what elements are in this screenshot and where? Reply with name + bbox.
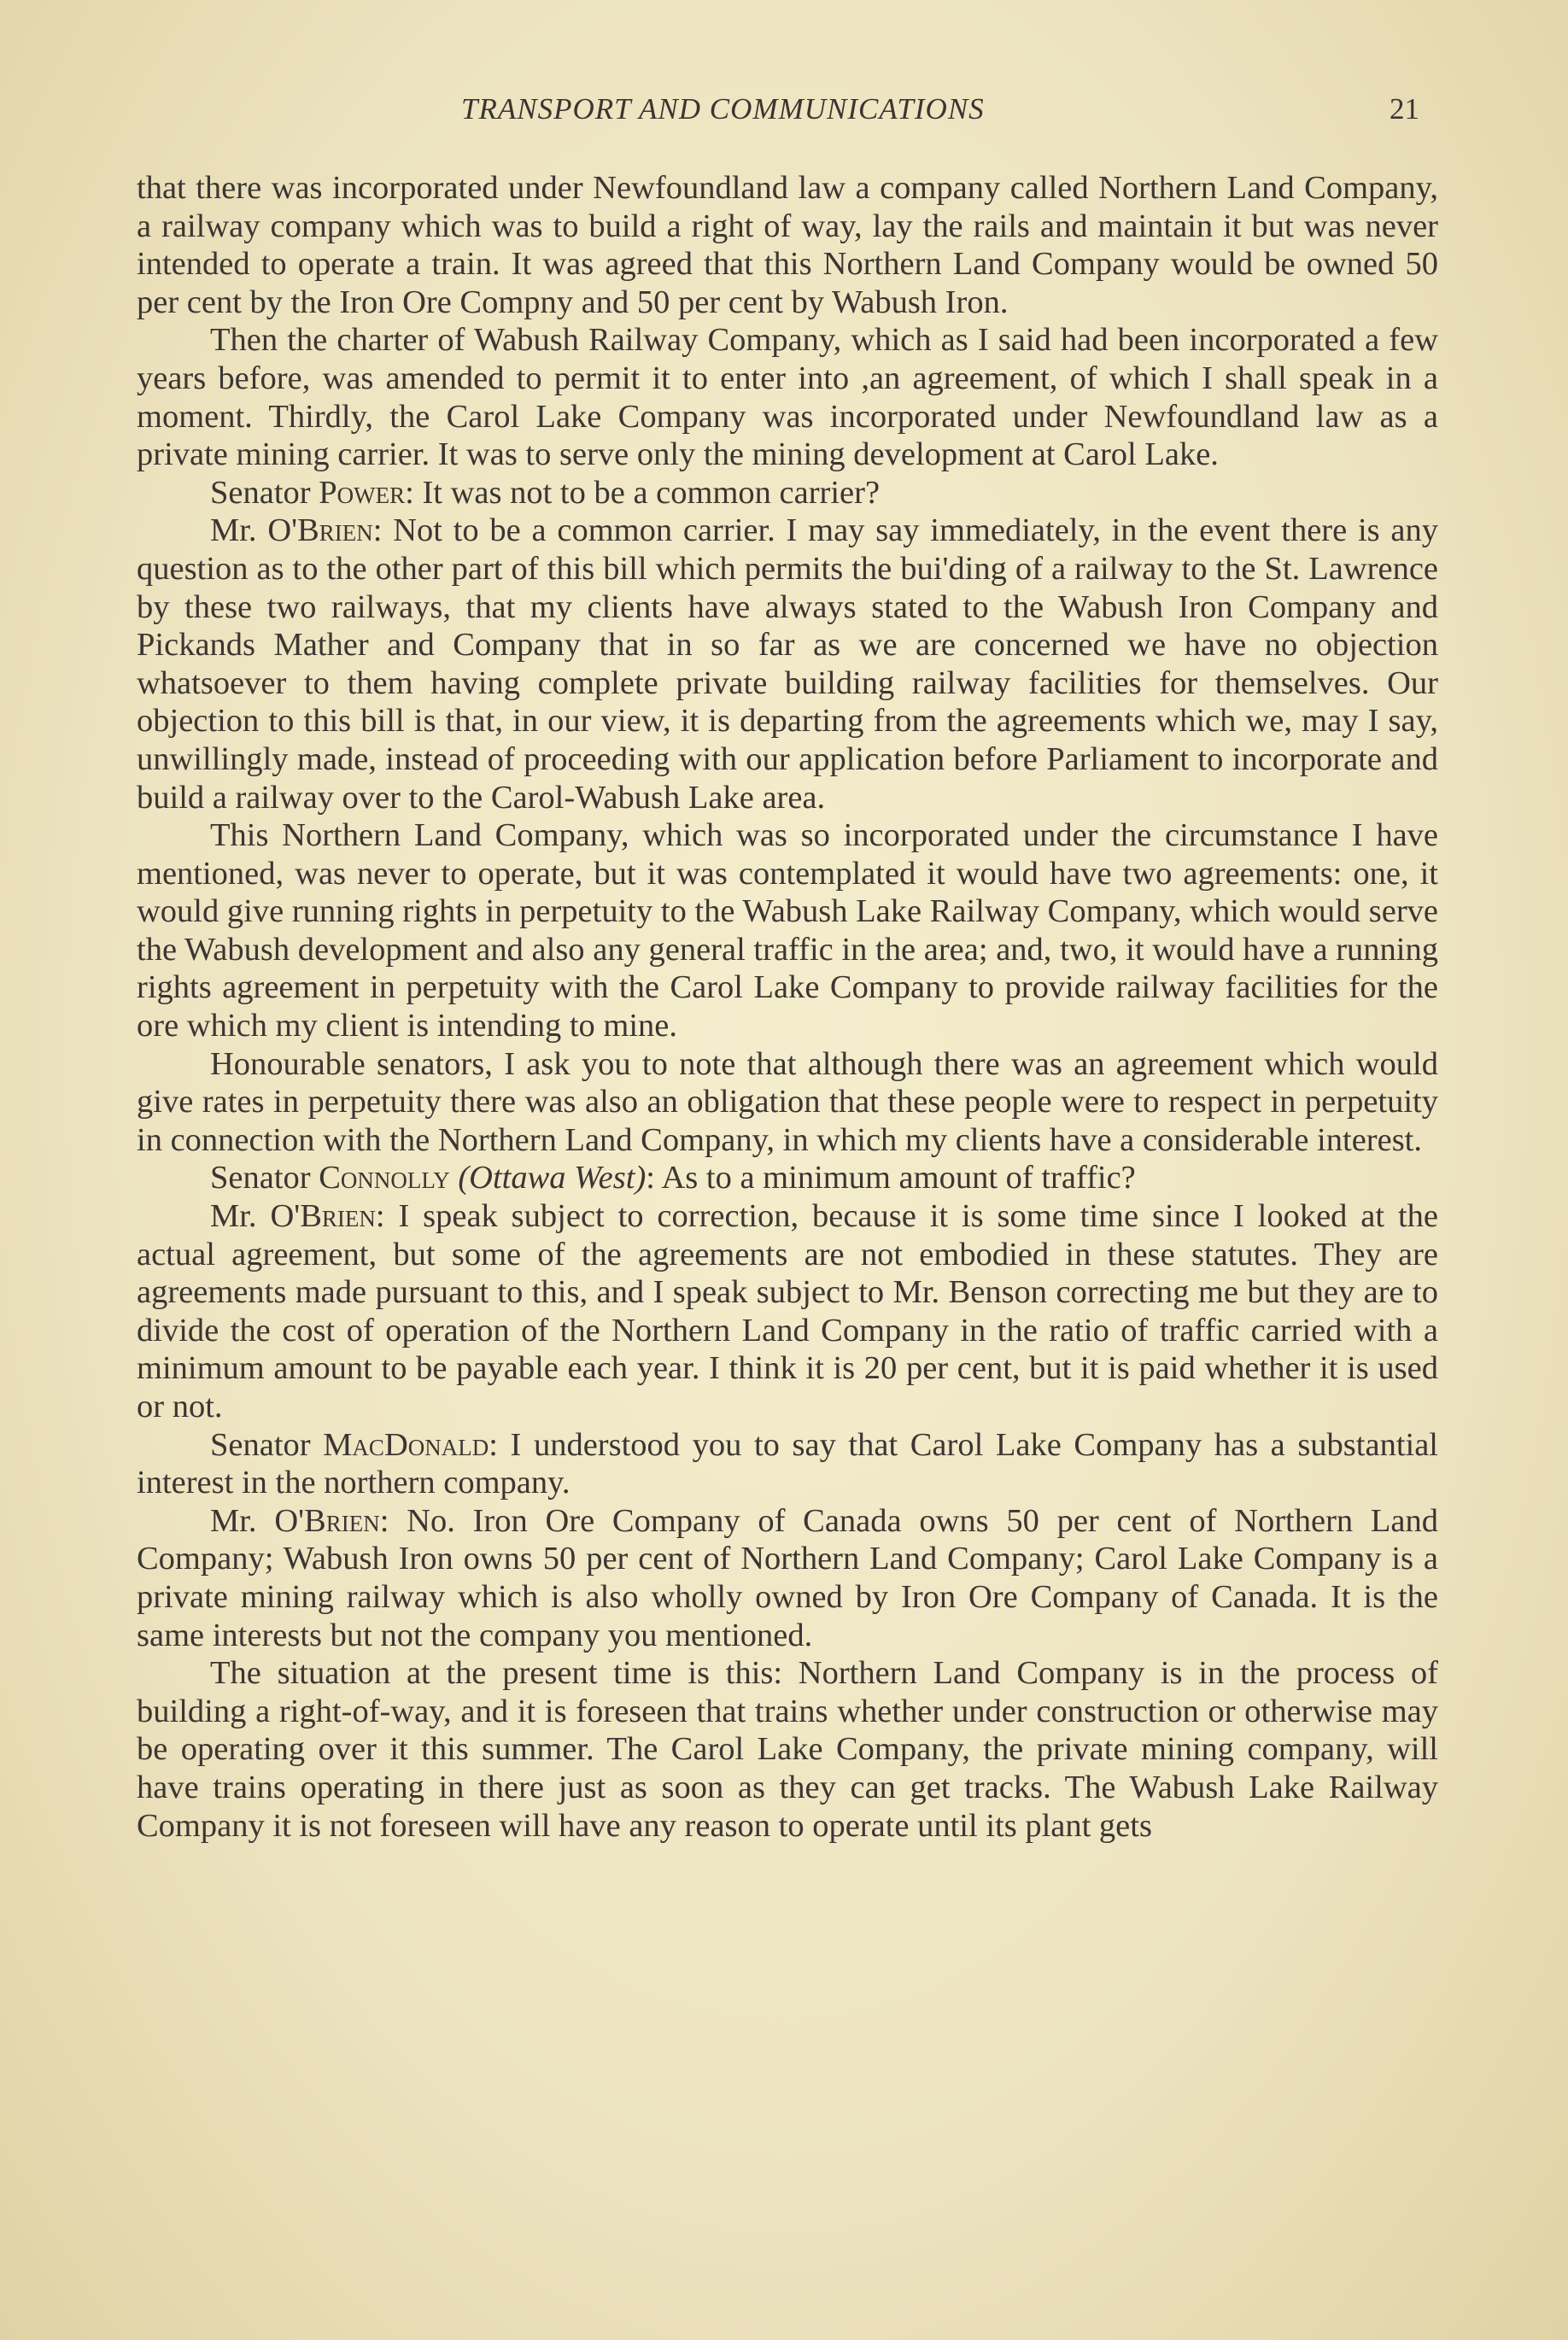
paragraph-7 <box>137 1159 1438 1197</box>
paragraph-10 <box>137 1502 1438 1654</box>
paragraph-text: This Northern Land Company, which was so incorporated under the circumstance I have mentioned, was never to operate, but it was contemplated it would have two agreements: one, it would give running rights in perpetuity to the Wabush Lake Railway Company, which would serve the Wabush development and also any general traffic in the area; and, two, it would have a running rights agreement in perpetuity with the Carol Lake Company to provide railway facilities for the ore which my client is intending to mine. <box>137 817 1438 1044</box>
speaker-name: O'Brien: <box>274 1502 389 1539</box>
paragraph-text: Honourable senators, I ask you to note that although there was an agreement which would give rates in perpetuity there was also an obligation that these people were to respect in perpetuity in connection with the Northern Land Company, in which my clients have a considerable interest. <box>137 1045 1438 1158</box>
speaker-name: O'Brien: <box>267 512 383 549</box>
speaker-name: Power: <box>319 474 414 511</box>
paragraph-9 <box>137 1426 1438 1502</box>
paragraph-text: : As to a minimum amount of traffic? <box>646 1160 1136 1196</box>
paragraph-text: The situation at the present time is this: Northern Land Company is in the process of building a right-of-way, and it is foreseen that trains whether under construction or otherwise may be operating over it this summer. The Carol Lake Company, the private mining company, will have trains operating in there just as soon as they can get tracks. The Wabush Lake Railway Company it is not foreseen will have any reason to operate until its plant gets <box>137 1655 1438 1844</box>
speaker-title: Senator <box>210 1160 311 1196</box>
paragraph-text: I speak subject to correction, because it is some time since I looked at the actual agreement, but some of the agreements are not embodied in these statutes. They are agreements made pursuant to this, and I speak subject to Mr. Benson correcting me but they are to divide the cost of operation of the Northern Land Company in the ratio of traffic carried with a minimum amount to be payable each year. I think it is 20 per cent, but it is paid whether it is used or not. <box>137 1198 1439 1424</box>
paragraph-text: I understood you to say that Carol Lake Company has a substantial interest in the northern company. <box>137 1426 1438 1501</box>
paragraph-text: Then the charter of Wabush Railway Company, which as I said had been incorporated a few years before, was amended to permit it to enter into ,an agreement, of which I shall speak in a moment. Thirdly, the Carol Lake Company was incorporated under Newfoundland law as a private mining carrier. It was to serve only the mining development at Carol Lake. <box>137 322 1438 473</box>
paragraph-text: No. Iron Ore Company of Canada owns 50 per cent of Northern Land Company; Wabush Iron owns 50 per cent of Northern Land Company; Carol Lake Company is a private mining railway which is also wholly owned by Iron Ore Company of Canada. It is the same interests but not the company you mentioned. <box>137 1502 1438 1653</box>
paragraph-text: that there was incorporated under Newfoundland law a company called Northern Land Company, a railway company which was to build a right of way, lay the rails and maintain it but was never intended to operate a train. It was agreed that this Northern Land Company would be owned 50 per cent by the Iron Ore Compny and 50 per cent by Wabush Iron. <box>137 170 1438 320</box>
paragraph-8 <box>137 1197 1438 1426</box>
speaker-title: Mr. <box>210 1502 257 1539</box>
speaker-note: (Ottawa West) <box>458 1160 647 1196</box>
paragraph-3 <box>137 474 1438 512</box>
paragraph-6 <box>137 1045 1438 1160</box>
paragraph-1 <box>137 169 1438 321</box>
body-text <box>137 169 1438 1845</box>
paragraph-text: It was not to be a common carrier? <box>413 474 881 511</box>
paragraph-2 <box>137 321 1438 473</box>
paragraph-4 <box>137 512 1438 816</box>
page-number: 21 <box>1390 92 1419 126</box>
running-head <box>137 92 1435 130</box>
speaker-title: Senator <box>210 474 311 511</box>
speaker-name: O'Brien: <box>270 1198 385 1235</box>
speaker-title: Senator <box>210 1426 311 1463</box>
speaker-name: MacDonald: <box>323 1426 498 1463</box>
paragraph-text: Not to be a common carrier. I may say immediately, in the event there is any question as to the other part of this bill which permits the bui'ding of a railway to the St. Lawrence by these two railways, that my clients have always stated to the Wabush Iron Company and Pickands Mather and Company that in so far as we are concerned we have no objection whatsoever to them having complete private building railway facilities for themselves. Our objection to this bill is that, in our view, it is departing from the agreements which we, may I say, unwillingly made, instead of proceeding with our application before Parliament to incorporate and build a railway over to the Carol-Wabush Lake area. <box>137 512 1438 816</box>
speaker-title: Mr. <box>210 512 257 549</box>
paragraph-11 <box>137 1654 1438 1845</box>
running-head-title: TRANSPORT AND COMMUNICATIONS <box>461 92 985 126</box>
speaker-name: Connolly <box>319 1160 450 1196</box>
paragraph-5 <box>137 816 1438 1045</box>
speaker-title: Mr. <box>210 1198 257 1235</box>
